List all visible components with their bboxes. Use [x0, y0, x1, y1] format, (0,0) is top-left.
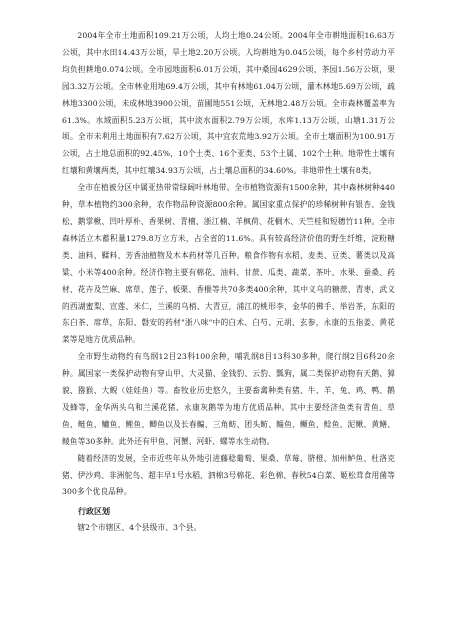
section-heading-administrative-divisions: 行政区划: [78, 506, 110, 517]
paragraph-introduced-varieties: 随着经济的发展，全市近些年从外地引进藤稔葡萄、果桑、草莓、脐橙、加州鲈鱼、杜洛克猪、伊沙鸡、非洲鸵鸟、超丰早1号水稻、泗棉3号棉花、彩色棉、春秋54白菜、姬松茸食用菌等300多个优良品种。: [62, 453, 395, 497]
paragraph-land-resources: 2004年全市土地面积109.21万公顷，人均土地0.24公顷。2004年全市耕地面积16.63万公顷，其中水田14.43万公顷，旱土地2.20万公顷。人均耕地为0.045公顷，每个乡村劳动力平均负担耕地0.074公顷。全市园地面积6.01万公顷，其中桑园4629公顷，茶园1.56万公顷，果园3.32万公顷。全市林业用地69.4万公顷，其中有林地61.04万公顷，灌木林地5.69万公顷，疏林地3300公顷，未成林地3900公顷，苗圃地551公顷，无林地2.48万公顷。全市森林覆盖率为61.3%。水域面积5.23万公顷，其中淡水面积2.79万公顷，水库1.13万公顷，山塘1.31万公顷。全市未利用土地面积有7.62万公顷，其中宜农荒地3.92万公顷。全市土壤面积为100.91万公顷，占土地总面积的92.45%，10个土类、16个亚类、53个土属、102个土种。地带性土壤有红壤和黄壤两类，其中红壤34.93万公顷，占土壤总面积的34.60%。非地带性土壤有8类。: [62, 31, 395, 176]
paragraph-vegetation: 全市在植被分区中属亚热带常绿阔叶林地带。全市植物资源有1500余种，其中森林树种440种，草本植物约300余种，农作物品种资源800余种。属国家重点保护的珍稀树种有银杏、金钱松、鹅掌楸、凹叶厚朴、香果树、青檀、浙江楠、羊枫荷、花榈木、天竺桂和短穗竹11种。全市森林活立木蓄积量1279.8万立方米，占全省的11.6%。具有较高经济价值的野生纤维，淀粉糖类、油料、鞣料、芳香油植物及木本药材等几百种。粮食作物有水稻、麦类、豆类、薯类以及高粱、小米等400余种。经济作物主要有棉花、油料、甘蔗、瓜类、蔬菜、茶叶、水果、蚕桑、药材、花卉及竺麻、席草、莲子、板栗、香榧等共70多类400余种，其中义乌的糖蔗、青枣，武义的西湖蜜梨、宣莲、米仁，兰溪的乌梢、大青豆，浦江的桃形李，金华的佛手、举岩茶，东阳的东白茶、席草，东阳、磐安的药材"浙八味"中的白术、白芍、元胡、玄参，永康的五指姜、黄花菜等是地方优质品种。: [62, 183, 395, 345]
paragraph-wildlife: 全市野生动物约有鸟纲12目23科100余种，哺乳纲8目13科30多种，爬行纲2目6科20余种。属国家一类保护动物有穿山甲、大灵猫、金钱豹、云豹、瓢狗，属二类保护动物有天鹅、獐貌、猕猴、大鲵（娃娃鱼）等。畜牧业历史悠久，主要畜禽种类有猪、牛、羊、兔、鸡、鸭、鹅及蜂等，金华两头乌和兰溪花猪、永康灰鹅等为地方优质品种。其中主要经济鱼类有青鱼、草鱼、鲢鱼、鳙鱼、鲤鱼、鲫鱼以及长春鳊、三角鲂、团头鲂、鲻鱼、鳜鱼、鲶鱼、泥鳅、黄鳝、鲮鱼等30多种。此外还有甲鱼、河蟹、河虾、螺等水生动物。: [62, 352, 395, 446]
paragraph-administrative-divisions: 辖2个市辖区、4个县级市、3个县。: [77, 523, 202, 533]
